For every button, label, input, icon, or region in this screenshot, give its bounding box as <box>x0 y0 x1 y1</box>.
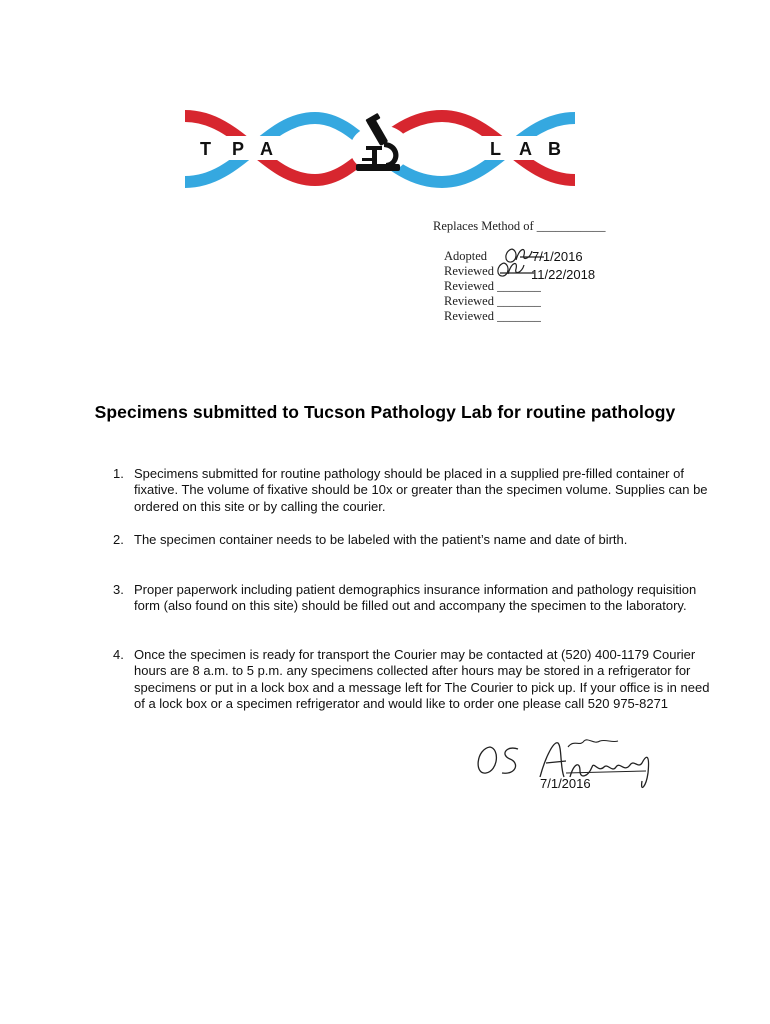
logo-letter-b: B <box>548 139 561 159</box>
review-block <box>444 249 644 324</box>
list-item-text: Once the specimen is ready for transport the Courier may be contacted at (520) 400-1179 Courier hours are 8 a.m. to 5 p.m. any specimens collected after hours may be stored in a refrigerator for specimens or put in a lock box and a message left for The Courier to pick up. If your office is in need of a lock box or a specimen refrigerator and would like to order one please call 520 975-8271 <box>134 647 710 711</box>
logo-letter-l: L <box>490 139 501 159</box>
document-title: Specimens submitted to Tucson Pathology Lab for routine pathology <box>94 402 676 422</box>
reviewed-line-4: Reviewed _______ <box>444 309 541 323</box>
list-item <box>113 466 713 515</box>
list-item <box>113 647 713 712</box>
reviewed-date: 11/22/2018 <box>531 267 596 282</box>
logo-left-letters <box>190 136 310 160</box>
logo-letter-a: A <box>260 139 273 159</box>
replaces-method-line: Replaces Method of ___________ <box>433 219 606 233</box>
tpa-lab-logo <box>180 96 580 202</box>
adopted-date: 7/1/2016 <box>532 249 583 264</box>
logo-letter-a2: A <box>519 139 532 159</box>
logo-right-letters <box>448 136 570 160</box>
list-item-text: The specimen container needs to be labeled with the patient’s name and date of birth. <box>134 532 628 547</box>
list-item-number: 2. <box>113 532 124 547</box>
list-item-text: Specimens submitted for routine pathology should be placed in a supplied pre-filled container of fixative. The volume of fixative should be 10x or greater than the specimen volume. Supplies can be ordered on this site or by calling the courier. <box>134 466 708 514</box>
logo-letter-t: T <box>200 139 211 159</box>
list-item-number: 1. <box>113 466 124 481</box>
adopted-label: Adopted <box>444 249 488 263</box>
list-item <box>113 532 713 548</box>
list-item-text: Proper paperwork including patient demographics insurance information and pathology requisition form (also found on this site) should be filled out and accompany the specimen to the laboratory. <box>134 582 697 614</box>
list-item <box>113 582 713 615</box>
list-item-number: 3. <box>113 582 124 597</box>
signature-date: 7/1/2016 <box>540 776 591 791</box>
reviewed-line-1 <box>444 264 644 282</box>
reviewed-line-3: Reviewed _______ <box>444 294 541 308</box>
logo-letter-p: P <box>232 139 245 159</box>
reviewed-line-2: Reviewed _______ <box>444 279 541 293</box>
list-item-number: 4. <box>113 647 124 662</box>
adopted-line <box>444 249 644 264</box>
reviewed-label: Reviewed <box>444 264 494 278</box>
